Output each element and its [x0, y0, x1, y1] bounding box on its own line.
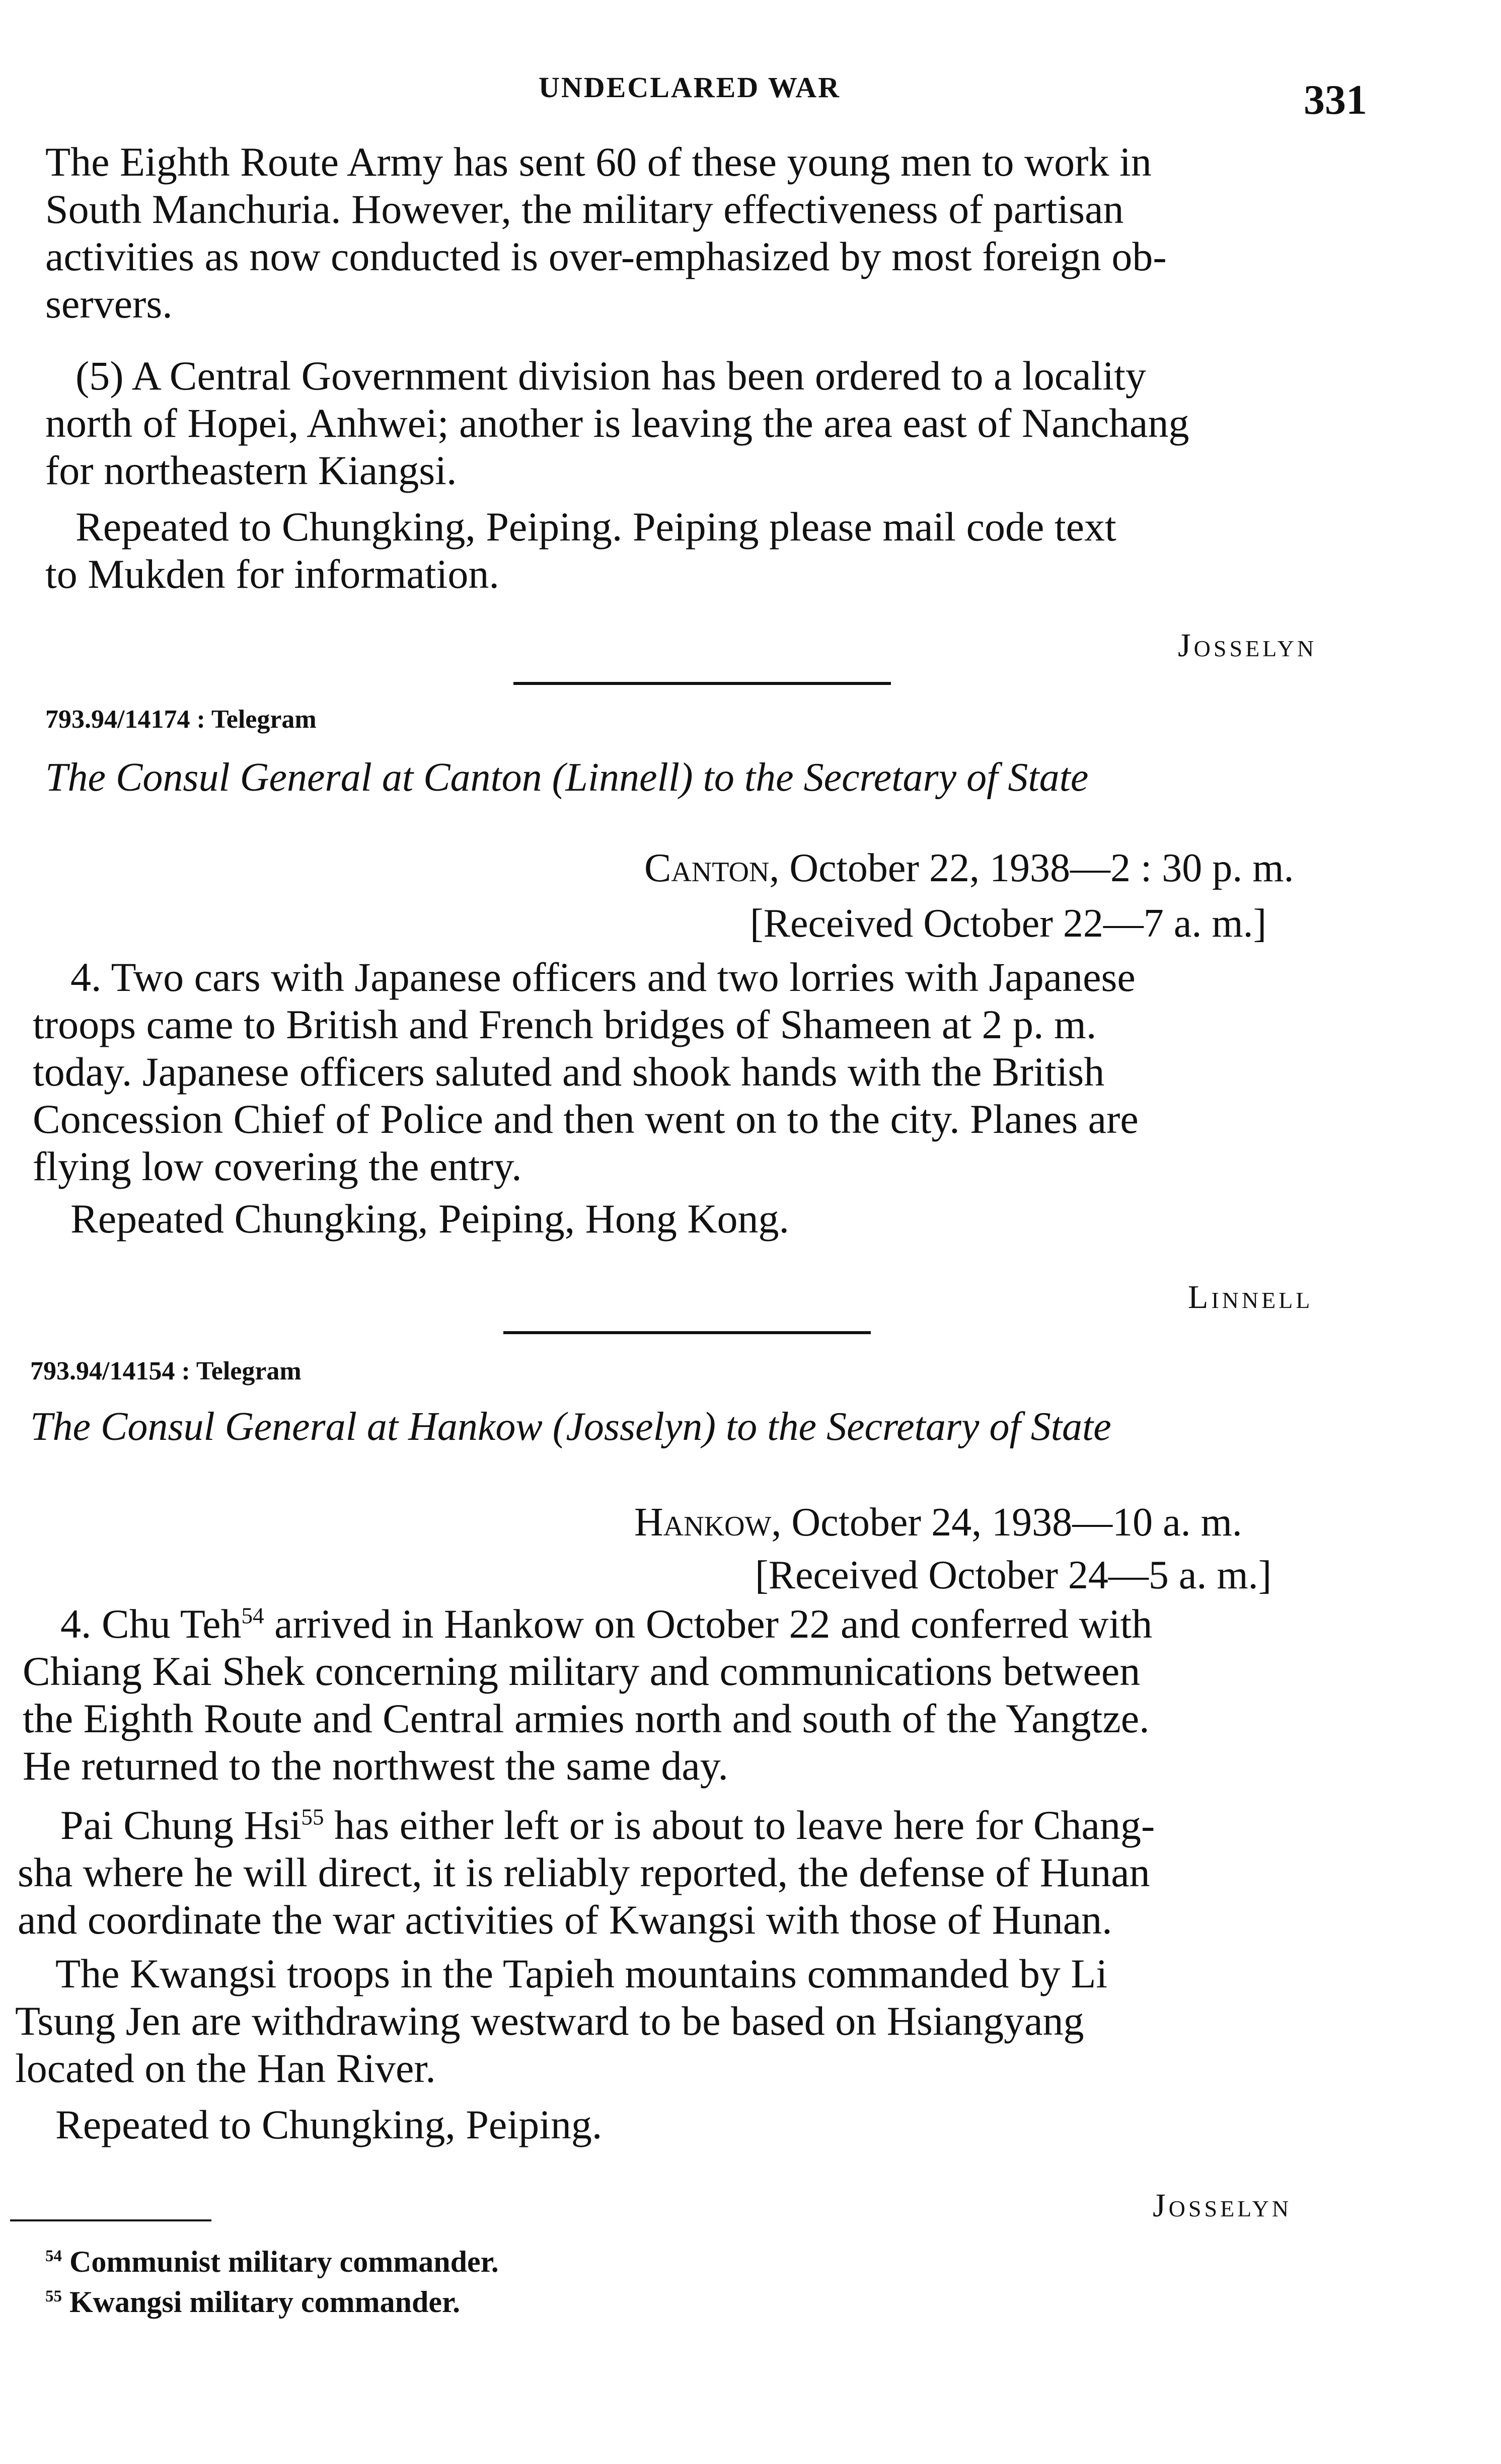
- signature-josselyn-2: Josselyn: [1153, 2187, 1292, 2224]
- text-line: South Manchuria. However, the military effectiveness of partisan: [45, 186, 1124, 232]
- text-line: located on the Han River.: [15, 2045, 436, 2091]
- document-heading: The Consul General at Canton (Linnell) to the Secretary of State: [45, 755, 1089, 800]
- footnote-ref: 55: [301, 1804, 324, 1830]
- dateline-place: Hankow,: [634, 1500, 782, 1545]
- text-fragment: has either left or is about to leave here for Chang-: [324, 1802, 1155, 1848]
- paragraph-canton-4: [33, 954, 1359, 1190]
- paragraph-repeated-2: [70, 1195, 1359, 1243]
- text-line: [60, 1802, 1349, 1849]
- dateline-place: Canton,: [644, 846, 780, 890]
- paragraph-5: [45, 352, 1364, 494]
- text-line: to Mukden for information.: [45, 551, 499, 597]
- received-line: [Received October 22—7 a. m.]: [750, 901, 1267, 946]
- text-line: and coordinate the war activities of Kwangsi with those of Hunan.: [18, 1897, 1112, 1943]
- text-line: activities as now conducted is over-emphasized by most foreign ob-: [45, 234, 1167, 279]
- text-line: sha where he will direct, it is reliably reported, the defense of Hunan: [18, 1850, 1150, 1895]
- page-number: 331: [1304, 76, 1367, 123]
- footnote-ref: 54: [241, 1603, 264, 1629]
- text-line: Concession Chief of Police and then went on to the city. Planes are: [33, 1096, 1139, 1142]
- running-header: UNDECLARED WAR: [539, 71, 841, 104]
- text-line: He returned to the northwest the same day.: [23, 1743, 728, 1789]
- footnote-text: Communist military commander.: [69, 2245, 499, 2278]
- paragraph-kwangsi-troops: [15, 1950, 1344, 2092]
- text-line: Repeated Chungking, Peiping, Hong Kong.: [70, 1196, 790, 1242]
- text-line: (5) A Central Government division has been ordered to a locality: [76, 353, 1146, 399]
- footnote-mark: 55: [45, 2287, 62, 2305]
- divider-rule: [513, 682, 891, 685]
- text-line: 4. Two cars with Japanese officers and two lorries with Japanese: [70, 954, 1136, 1000]
- text-line: [60, 1600, 1349, 1648]
- dateline-date: October 24, 1938—10 a. m.: [781, 1500, 1242, 1545]
- document-number: 793.94/14154 : Telegram: [30, 1357, 302, 1385]
- signature-linnell: Linnell: [1188, 1279, 1313, 1316]
- text-line: Repeated to Chungking, Peiping. Peiping please mail code text: [76, 504, 1116, 550]
- text-line: for northeastern Kiangsi.: [45, 447, 457, 493]
- text-line: today. Japanese officers saluted and shook hands with the British: [33, 1049, 1105, 1095]
- paragraph-repeated-3: [55, 2101, 1344, 2148]
- footnote-mark: 54: [45, 2247, 62, 2265]
- text-line: servers.: [45, 281, 173, 327]
- document-heading: The Consul General at Hankow (Josselyn) to the Secretary of State: [30, 1405, 1111, 1449]
- text-line: The Eighth Route Army has sent 60 of these young men to work in: [45, 139, 1152, 185]
- footnote-54: [45, 2245, 499, 2279]
- document-number: 793.94/14174 : Telegram: [45, 705, 317, 734]
- text-fragment: 4. Chu Teh: [60, 1601, 242, 1647]
- text-line: the Eighth Route and Central armies north and south of the Yangtze.: [23, 1696, 1150, 1741]
- signature-josselyn-1: Josselyn: [1178, 627, 1317, 664]
- footnote-55: [45, 2285, 460, 2320]
- paragraph-repeated-1: [45, 503, 1364, 598]
- text-line: The Kwangsi troops in the Tapieh mountains commanded by Li: [55, 1951, 1108, 1996]
- text-fragment: Pai Chung Hsi: [60, 1802, 302, 1848]
- dateline-date: October 22, 1938—2 : 30 p. m.: [779, 846, 1294, 890]
- received-line: [Received October 24—5 a. m.]: [755, 1553, 1272, 1597]
- paragraph-continued: [45, 138, 1354, 328]
- footnote-text: Kwangsi military commander.: [69, 2285, 461, 2319]
- text-line: Chiang Kai Shek concerning military and communications between: [23, 1648, 1141, 1694]
- dateline: [644, 845, 1294, 891]
- text-line: troops came to British and French bridges of Shameen at 2 p. m.: [33, 1002, 1097, 1047]
- text-line: Tsung Jen are withdrawing westward to be based on Hsiangyang: [15, 1998, 1084, 2044]
- footnote-rule: [10, 2219, 211, 2221]
- paragraph-pai-chung-hsi: [18, 1802, 1349, 1944]
- text-line: Repeated to Chungking, Peiping.: [55, 2102, 603, 2147]
- paragraph-hankow-4: [23, 1600, 1349, 1790]
- text-line: flying low covering the entry.: [33, 1143, 522, 1189]
- text-fragment: arrived in Hankow on October 22 and conferred with: [264, 1601, 1153, 1647]
- dateline: [634, 1500, 1242, 1546]
- text-line: north of Hopei, Anhwei; another is leaving the area east of Nanchang: [45, 400, 1189, 446]
- divider-rule: [503, 1331, 871, 1334]
